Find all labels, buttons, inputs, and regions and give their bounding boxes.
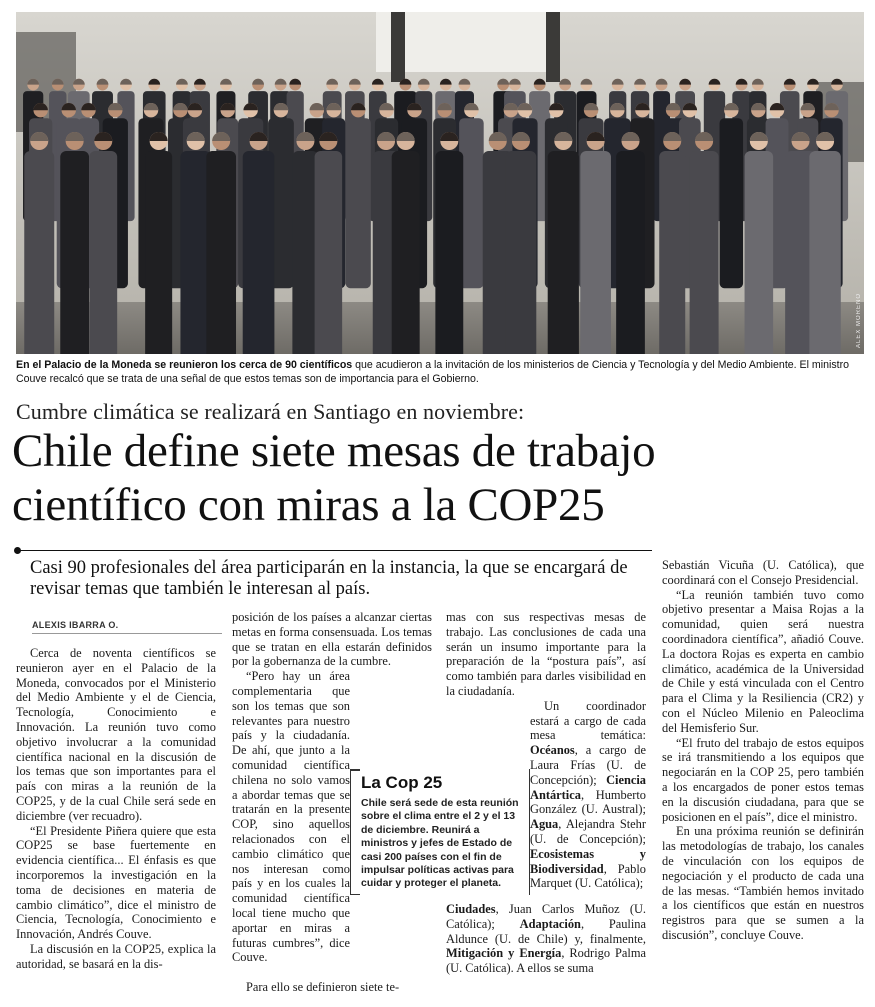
person-figure [392,151,420,354]
cop25-sidebar-box [350,769,530,895]
person-figure [206,151,236,354]
working-group-list [530,743,646,890]
paragraph: “Pero hay un área complementaria que son los temas que son relevantes para nuestro país y la ciudadanía. De ahí, que junto a la comunidad científica chilena no solo vamos a abordar temas que se tratarán en la presente COP, sino aquellos relacionados con el cambio climático que nos interesan como país y en los cuales la comunidad científica local tiene mucho que aportar en miras a futuras cumbres”, dice Couve. [232,669,350,965]
working-group-coordinator: , Paulina Aldunce (U. de Chile) y, finalmente, [446,916,646,946]
sidebar-title: La Cop 25 [361,773,443,792]
working-group-name: Ciencia Antártica [530,772,646,802]
person-figure [720,118,743,288]
person-figure [616,151,645,354]
person-figure [435,151,463,354]
sidebar-body: Chile será sede de esta reunión sobre el clima entre el 2 y el 13 de diciembre. Reunirá a ministros y jefes de Estado de casi 200 países con el fin de impulsar políticas activas para cuidar y proteger el planeta. [361,797,519,890]
paragraph: posición de los países a alcanzar ciertas metas en forma consensuada. Los temas que se tratan en ella estarán definidos por la gobernanza de la cumbre. [232,610,432,669]
kicker: Cumbre climática se realizará en Santiago en noviembre: [16,399,525,424]
person-figure [745,151,774,354]
working-group-coordinator: , Rodrigo Palma (U. Católica). A ellos se suma [446,946,646,976]
working-group-name: Adaptación [519,916,581,931]
person-figure [690,151,719,354]
person-figure [24,151,54,354]
paragraph: En una próxima reunión se definirán las metodologías de trabajo, los canales de vinculación con los equipos de negociación y el producto de cada una de las mesas. “También hemos invitado a los científicos que están en nuestros registros para que se sumen a la discusión”, concluye Couve. [662,824,864,942]
lead-paragraph: Casi 90 profesionales del área participarán en la instancia, la que se encargará de revisar temas que también le interesan al país. [30,558,628,599]
person-figure [548,151,579,354]
working-group-coordinator: , Alejandra Stehr (U. de Concepción); [530,817,646,846]
paragraph: “La reunión también tuvo como objetivo presentar a Maisa Rojas a la comunidad, quien será nuestra coordinadora científica”, añadió Couve. La doctora Rojas es experta en cambio climático, académica de la Universidad de Chile y está vinculada con el Centro para el Clima y la Resiliencia (CR2) y con el Núcleo Milenio en Paleoclima del Hemisferio Sur. [662,587,864,735]
paragraph: Para ello se definieron siete te- [246,980,400,994]
body-column-4 [662,558,864,943]
group-photo [16,12,864,354]
person-figure [243,151,275,354]
byline-rule [32,633,222,634]
body-column-2-end [232,980,432,995]
headline [12,424,868,532]
paragraph: La discusión en la COP25, explica la autoridad, se basará en la dis- [16,941,216,971]
photo-credit: ALEX MORENO [856,292,862,348]
working-group-coordinator: , Humberto González (U. Austral); [530,787,646,817]
headline-line-1: Chile define siete mesas de trabajo [12,425,656,477]
person-figure [506,151,537,354]
person-figure [659,151,685,354]
person-figure [60,151,89,354]
headline-line-2: científico con miras a la COP25 [12,479,605,531]
working-group-coordinator: , Pablo Marquet (U. Católica); [530,861,646,891]
working-group-name: Ecosistemas y Biodiversidad [530,846,646,876]
body-column-3-end [446,902,646,976]
working-group-name: Mitigación y Energía [446,946,562,961]
person-figure [145,151,172,354]
paragraph: Sebastián Vicuña (U. Católica), que coordinará con el Consejo Presidencial. [662,558,864,587]
group-photo-illustration [16,12,864,354]
body-column-1 [16,646,216,972]
working-group-name: Océanos [530,743,575,758]
paragraph: Cerca de noventa científicos se reunieron ayer en el Palacio de la Moneda, convocados por el Ministerio del Medio Ambiente y el de Ciencia, Tecnología, Conocimiento e Innovación. La reunión tuvo como objetivo involucrar a la comunidad científica nacional en la discusión de los temas que son importantes para el país con miras a la reunión de la COP25, y de la cual Chile será sede en diciembre (ver recuadro). [16,646,216,823]
photo-caption [16,358,864,386]
person-figure [809,151,840,354]
person-figure [292,151,318,354]
working-group-name: Ciudades [446,902,496,916]
paragraph: “El fruto del trabajo de estos equipos se irá transmitiendo a los equipos que negociarán en la COP 25, pero también a los encargados de poner estos temas en la discusión ciudadana, para que se posicionen en el país”, dice el ministro. [662,735,864,824]
person-figure [89,151,117,354]
working-group-coordinator: , Juan Carlos Muñoz (U. Católica); [446,902,646,931]
paragraph: mas con sus respectivas mesas de trabajo. Las conclusiones de cada una serán un insumo importante para la preparación de la “postura país”, así como también para darles visibilidad en la ciudadanía. [446,610,646,698]
person-figure [315,151,343,354]
working-group-list [446,902,646,976]
paragraph: “El Presidente Piñera quiere que esta COP25 se base fuertemente en evidencia científica... El énfasis es que incorporemos la investigación en la toma de decisiones en materia de cambio climático”, dice el ministro de Ciencia, Tecnología, Conocimiento e Innovación, Andrés Couve. [16,823,216,942]
headline-rule [20,550,652,551]
paragraph-text: Un coordinador estará a cargo de cada mesa temática: [530,698,646,743]
caption-text: que acudieron a la invitación de los ministerios de Ciencia y Tecnología y del Medio Ambiente. El ministro Couve recalcó que se trata de una señal de que estos temas son de importancia para el Gobierno. [16,359,849,385]
person-figure [346,118,371,288]
caption-bold: En el Palacio de la Moneda se reunieron los cerca de 90 científicos [16,359,353,371]
working-group-name: Agua [530,817,559,832]
byline: ALEXIS IBARRA O. [32,620,119,630]
person-figure [580,151,611,354]
working-group-coordinator: , a cargo de Laura Frías (U. de Concepción); [530,743,646,787]
